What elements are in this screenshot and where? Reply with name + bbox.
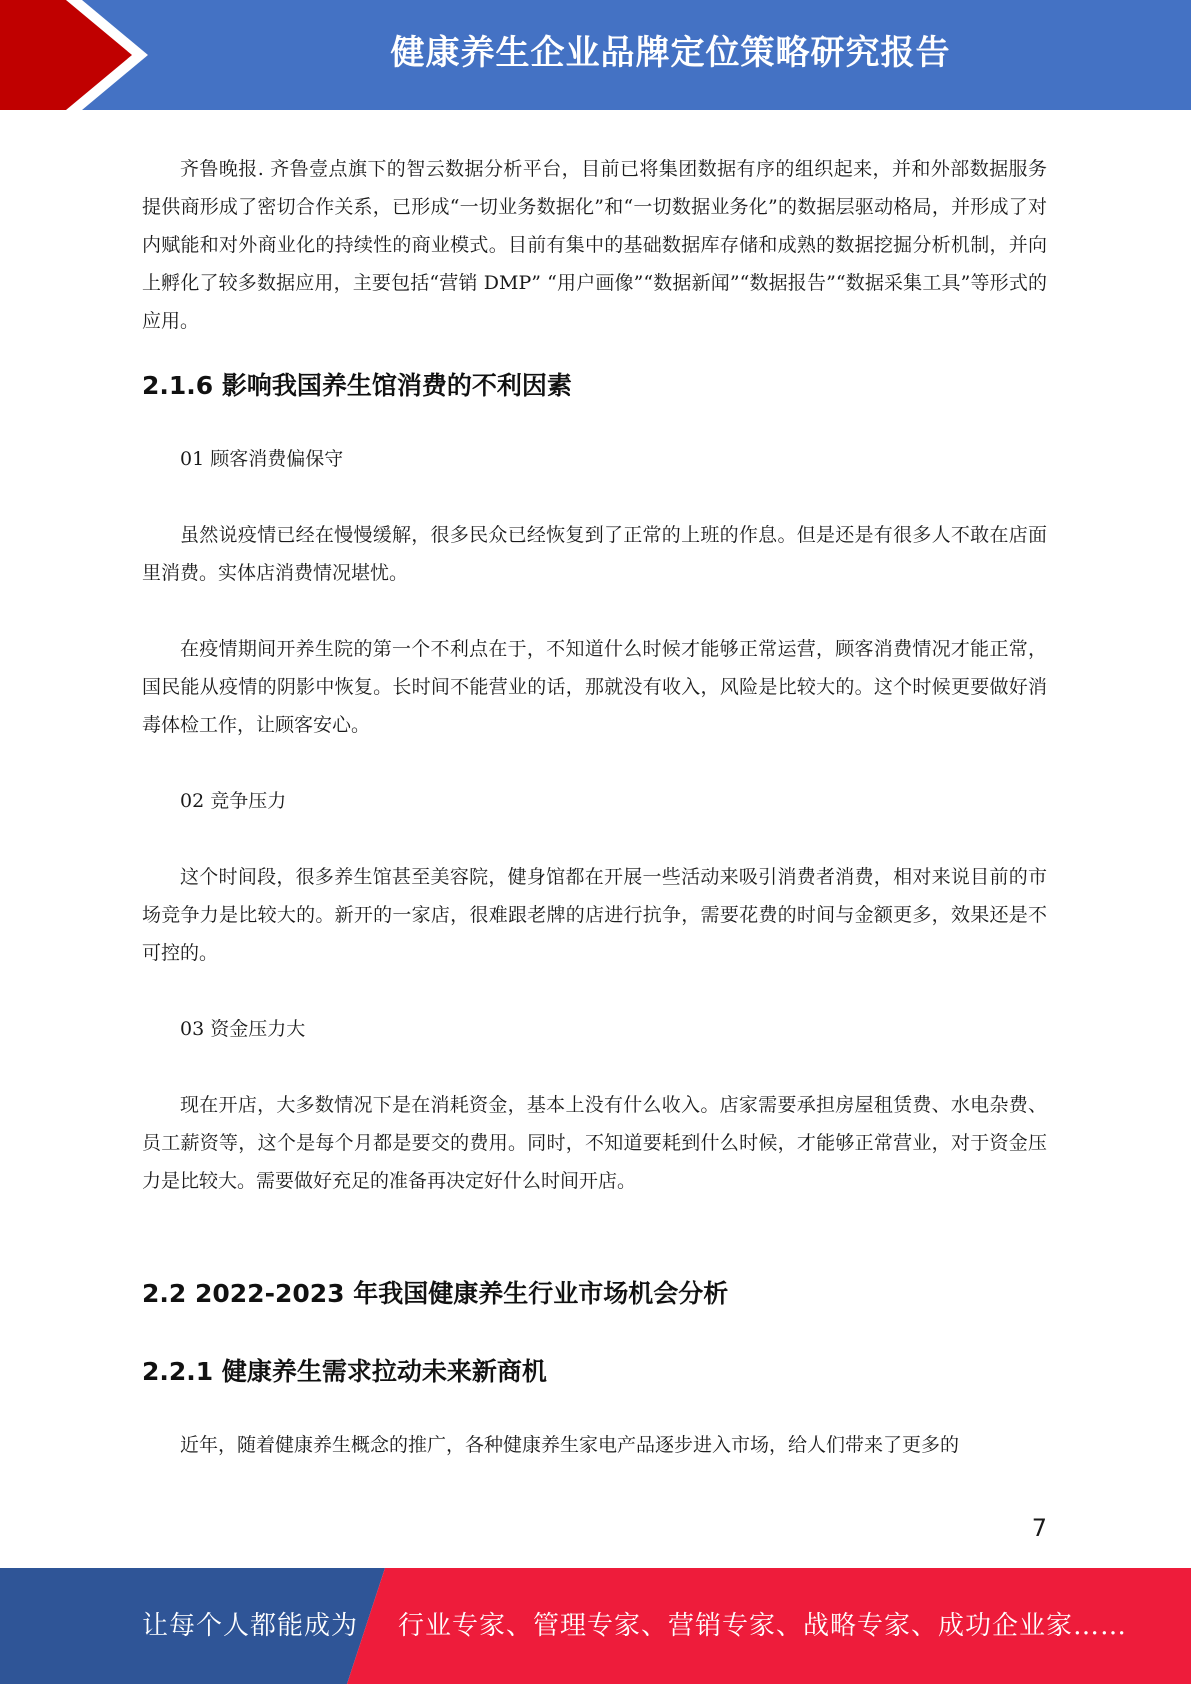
section-2-2-1-heading: 2.2.1 健康养生需求拉动未来新商机 [142, 1357, 547, 1386]
header-banner [0, 0, 1191, 110]
section-2-1-6-heading: 2.1.6 影响我国养生馆消费的不利因素 [142, 371, 572, 400]
intro-paragraph: 齐鲁晚报. 齐鲁壹点旗下的智云数据分析平台，目前已将集团数据有序的组织起来，并和外部数据服务提供商形成了密切合作关系，已形成“一切业务数据化”和“一切数据业务化”的数据层驱动格局，并形成了对内赋能和对外商业化的持续性的商业模式。目前有集中的基础数据库存储和成熟的数据挖掘分析机制，并向上孵化了较多数据应用，主要包括“营销 DMP” “用户画像”“数据新闻”“数据报告”“数据采集工具”等形式的应用。 [142, 158, 1047, 332]
item-01-paragraph-1: 虽然说疫情已经在慢慢缓解，很多民众已经恢复到了正常的上班的作息。但是还是有很多人不敢在店面里消费。实体店消费情况堪忧。 [142, 524, 1047, 584]
header-arrow-decoration [0, 0, 160, 110]
footer-slogan-left: 让每个人都能成为 [142, 1611, 359, 1641]
footer-slogan-right: 行业专家、管理专家、营销专家、战略专家、成功企业家…… [398, 1611, 1128, 1641]
report-title: 健康养生企业品牌定位策略研究报告 [390, 33, 951, 73]
page-number: 7 [1031, 1514, 1047, 1542]
item-03-title: 03 资金压力大 [180, 1018, 306, 1040]
item-01-title: 01 顾客消费偏保守 [180, 448, 344, 470]
section-2-2-heading: 2.2 2022-2023 年我国健康养生行业市场机会分析 [142, 1279, 729, 1308]
item-03-paragraph-1: 现在开店，大多数情况下是在消耗资金，基本上没有什么收入。店家需要承担房屋租赁费、水电杂费、员工薪资等，这个是每个月都是要交的费用。同时，不知道要耗到什么时候，才能够正常营业，对于资金压力是比较大。需要做好充足的准备再决定好什么时间开店。 [142, 1094, 1047, 1192]
item-01-paragraph-2: 在疫情期间开养生院的第一个不利点在于，不知道什么时候才能够正常运营，顾客消费情况才能正常，国民能从疫情的阴影中恢复。长时间不能营业的话，那就没有收入，风险是比较大的。这个时候更要做好消毒体检工作，让顾客安心。 [142, 638, 1047, 736]
section-2-2-1-paragraph-1: 近年，随着健康养生概念的推广，各种健康养生家电产品逐步进入市场，给人们带来了更多的 [180, 1434, 960, 1456]
page-content [142, 150, 1047, 1464]
footer-banner [0, 1568, 1191, 1684]
item-02-title: 02 竞争压力 [180, 790, 287, 812]
item-02-paragraph-1: 这个时间段，很多养生馆甚至美容院，健身馆都在开展一些活动来吸引消费者消费，相对来说目前的市场竞争力是比较大的。新开的一家店，很难跟老牌的店进行抗争，需要花费的时间与金额更多，效果还是不可控的。 [142, 866, 1047, 964]
